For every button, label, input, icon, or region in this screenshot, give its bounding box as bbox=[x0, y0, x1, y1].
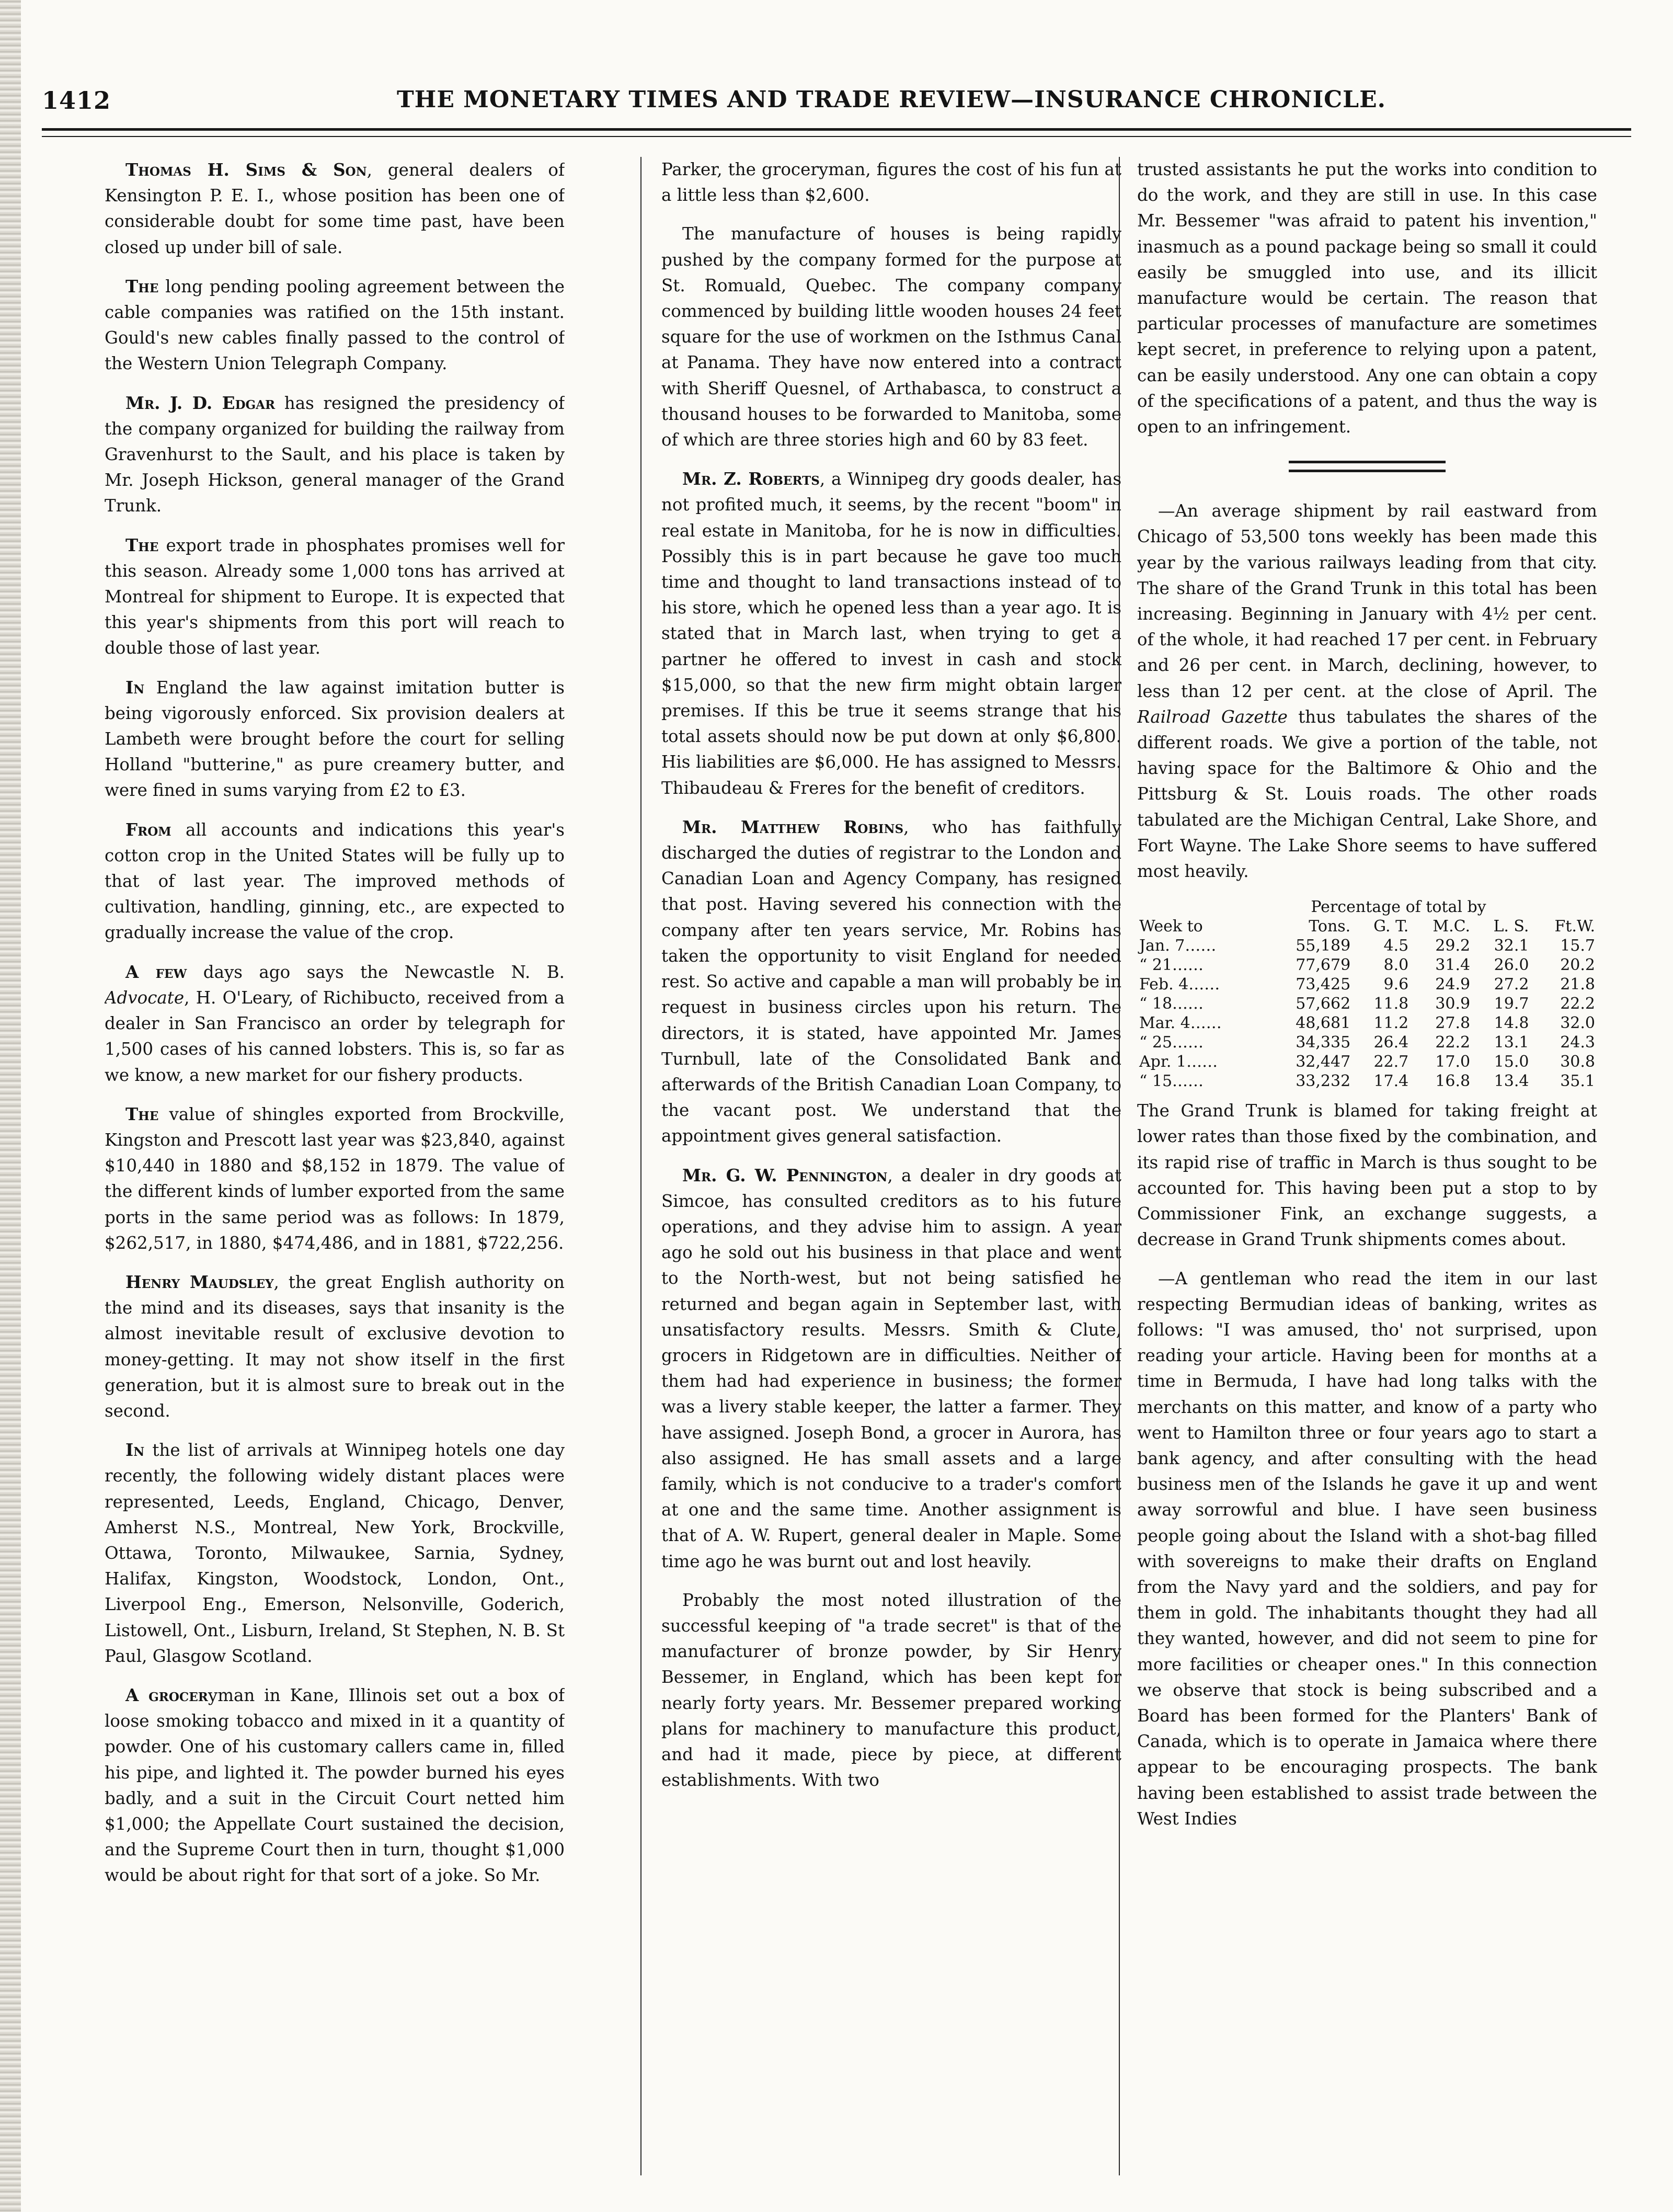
table-cell: 77,679 bbox=[1296, 956, 1351, 975]
table-cell: 21.8 bbox=[1560, 975, 1595, 994]
table-cell: 13.4 bbox=[1494, 1072, 1529, 1091]
table-cell: 14.8 bbox=[1494, 1014, 1529, 1033]
news-item: Henry Maudsley, the great English authority on the mind and its diseases, says that insanity is the almost inevitable result of exclusive devotion to money-getting. It may not show itself in the first generation, but it is almost sure to break out in the second. bbox=[105, 1271, 565, 1421]
table-cell: 19.7 bbox=[1494, 995, 1529, 1013]
table-cell: 22.7 bbox=[1373, 1053, 1409, 1071]
table-body bbox=[1137, 936, 1597, 1091]
news-item: Probably the most noted illustration of the successful keeping of "a trade secret" is that of the manufacturer of bronze powder, by Sir Henry Bessemer, in England, which has been kept for nearly forty years. Mr. Bessemer prepared working plans for machinery to manufacture this product, and had it made, piece by piece, at different establishments. With two bbox=[661, 1590, 1121, 1791]
table-header-cell: Ft.W. bbox=[1554, 917, 1595, 936]
table-row bbox=[1137, 955, 1597, 975]
table-cell: 17.4 bbox=[1373, 1072, 1409, 1091]
news-item: Mr. J. D. Edgar has resigned the presidency of the company organized for building the railway from Gravenhurst to the Sault, and his place is taken by Mr. Joseph Hickson, general manager of the Grand Trunk. bbox=[105, 392, 565, 516]
page-number: 1412 bbox=[42, 86, 111, 115]
table-cell: “ 25…… bbox=[1139, 1033, 1204, 1052]
table-cell: 15.7 bbox=[1560, 937, 1595, 955]
table-cell: 27.2 bbox=[1494, 975, 1529, 994]
table-row bbox=[1137, 994, 1597, 1013]
table-cell: 22.2 bbox=[1560, 995, 1595, 1013]
column-left bbox=[105, 157, 565, 2175]
table-cell: 24.3 bbox=[1560, 1033, 1595, 1052]
news-item: Parker, the groceryman, figures the cost of his fun at a little less than $2,600. bbox=[661, 159, 1121, 206]
table-cell: 9.6 bbox=[1383, 975, 1409, 994]
table-cell: Mar. 4…… bbox=[1139, 1014, 1222, 1033]
table-cell: 16.8 bbox=[1435, 1072, 1471, 1091]
table-cell: 4.5 bbox=[1383, 937, 1409, 955]
news-item: A few days ago says the Newcastle N. B. Advocate, H. O'Leary, of Richibucto, received from a dealer in San Francisco an order by telegraph for 1,500 cases of his canned lobsters. This is, so far as we know, a new market for our fishery products. bbox=[105, 961, 565, 1085]
table-cell: 20.2 bbox=[1560, 956, 1595, 975]
table-cell: 35.1 bbox=[1560, 1072, 1595, 1091]
table-cell: 11.2 bbox=[1373, 1014, 1409, 1033]
page-header bbox=[42, 86, 1631, 133]
table-cell: 30.9 bbox=[1435, 995, 1471, 1013]
table-cell: 13.1 bbox=[1494, 1033, 1529, 1052]
column-divider bbox=[640, 157, 641, 2175]
table-cell: 57,662 bbox=[1296, 995, 1351, 1013]
section-divider bbox=[1289, 461, 1446, 472]
shipment-table bbox=[1137, 917, 1597, 1091]
table-header-cell: M.C. bbox=[1433, 917, 1471, 936]
news-item: From all accounts and indications this year's cotton crop in the United States will be fully up to that of last year. The improved methods of cultivation, handling, ginning, etc., are expected to gradually increase the value of the crop. bbox=[105, 819, 565, 943]
news-item: Mr. Z. Roberts, a Winnipeg dry goods dealer, has not profited much, it seems, by the recent "boom" in real estate in Manitoba, for he is now in difficulties. Possibly this is in part because he gave too much time and thought to land transactions instead of to his store, which he opened less than a year ago. It is stated that in March last, when trying to get a partner he offered to invest in cash and stock $15,000, so that the new firm might obtain larger premises. If this be true it seems strange that his total assets should now be put down at only $6,800. His liabilities are $6,000. He has assigned to Messrs. Thibaudeau & Freres for the benefit of creditors. bbox=[661, 469, 1121, 798]
table-cell: 24.9 bbox=[1435, 975, 1471, 994]
news-item: Mr. G. W. Pennington, a dealer in dry goods at Simcoe, has consulted creditors as to his future operations, and they advise him to assign. A year ago he sold out his business in that place and went to the North-west, but not being satisfied he returned and began again in September last, with unsatisfactory results. Messrs. Smith & Clute, grocers in Ridgetown are in difficulties. Neither of them had had experience in business; the former was a livery stable keeper, the latter a farmer. They have assigned. Joseph Bond, a grocer in Aurora, has also assigned. He has small assets and a large family, which is not conducive to a trader's comfort at one and the same time. Another assignment is that of A. W. Rupert, general dealer in Maple. Some time ago he was burnt out and lost heavily. bbox=[661, 1165, 1121, 1571]
table-cell: 55,189 bbox=[1296, 937, 1351, 955]
table-cell: 8.0 bbox=[1383, 956, 1409, 975]
table-row bbox=[1137, 936, 1597, 955]
table-cell: 31.4 bbox=[1435, 956, 1471, 975]
table-cell: 32,447 bbox=[1296, 1053, 1351, 1071]
masthead-title: THE MONETARY TIMES AND TRADE REVIEW—INSURANCE CHRONICLE. bbox=[397, 86, 1386, 113]
table-header-cell: L. S. bbox=[1493, 917, 1529, 936]
news-item: The manufacture of houses is being rapidly pushed by the company formed for the purpose at St. Romuald, Quebec. The company company commenced by building little wooden houses 24 feet square for the use of workmen on the Isthmus Canal at Panama. They have now entered into a contract with Sheriff Quesnel, of Arthabasca, to construct a thousand houses to be forwarded to Manitoba, some of which are three stories high and 60 by 83 feet. bbox=[661, 224, 1121, 450]
news-item: trusted assistants he put the works into condition to do the work, and they are still in use. In this case Mr. Bessemer "was afraid to patent his invention," inasmuch as a pound package being so small it could easily be smuggled into use, and its illicit manufacture would be certain. The reason that particular processes of manufacture are sometimes kept secret, in preference to relying upon a patent, can be easily understood. Any one can obtain a copy of the specifications of a patent, and thus the way is open to an infringement. bbox=[1137, 159, 1597, 437]
news-item: In the list of arrivals at Winnipeg hotels one day recently, the following widely distant places were represented, Leeds, England, Chicago, Denver, Amherst N.S., Montreal, New York, Brockville, Ottawa, Toronto, Milwaukee, Sarnia, Sydney, Halifax, Kingston, Woodstock, London, Ont., Liverpool Eng., Emerson, Nelsonville, Goderich, Listowell, Ont., Lisburn, Ireland, St Stephen, N. B. St Paul, Glasgow Scotland. bbox=[105, 1440, 565, 1666]
news-item: The long pending pooling agreement between the cable companies was ratified on the 15th instant. Gould's new cables finally passed to the control of the Western Union Telegraph Company. bbox=[105, 276, 565, 374]
table-cell: 17.0 bbox=[1435, 1053, 1471, 1071]
news-item: A groceryman in Kane, Illinois set out a box of loose smoking tobacco and mixed in it a quantity of powder. One of his customary callers came in, filled his pipe, and lighted it. The powder burned his eyes badly, and a suit in the Circuit Court netted him $1,000; the Appellate Court sustained the decision, and the Supreme Court then in turn, thought $1,000 would be about right for that sort of a joke. So Mr. bbox=[105, 1684, 565, 1886]
news-item: The value of shingles exported from Brockville, Kingston and Prescott last year was $23,840, against $10,440 in 1880 and $8,152 in 1879. The value of the different kinds of lumber exported from the same ports in the same period was as follows: In 1879, $262,517, in 1880, $474,486, and in 1881, $722,256. bbox=[105, 1103, 565, 1253]
table-cell: Feb. 4…… bbox=[1139, 975, 1220, 994]
table-caption: Percentage of total by bbox=[1311, 898, 1486, 917]
table-cell: 34,335 bbox=[1296, 1033, 1351, 1052]
table-cell: 48,681 bbox=[1296, 1014, 1351, 1033]
table-header-cell: G. T. bbox=[1373, 917, 1409, 936]
news-item: The Grand Trunk is blamed for taking freight at lower rates than those fixed by the combination, and its rapid rise of traffic in March is thus sought to be accounted for. This having been put a stop to by Commissioner Fink, an exchange suggests, a decrease in Grand Trunk shipments comes about. bbox=[1137, 1101, 1597, 1250]
table-cell: 29.2 bbox=[1435, 937, 1471, 955]
table-cell: 30.8 bbox=[1560, 1053, 1595, 1071]
table-cell: 26.0 bbox=[1494, 956, 1529, 975]
table-cell: “ 15…… bbox=[1139, 1072, 1204, 1091]
table-row bbox=[1137, 1052, 1597, 1071]
table-row bbox=[1137, 1013, 1597, 1033]
table-header-cell: Week to bbox=[1139, 917, 1203, 936]
table-cell: Apr. 1…… bbox=[1139, 1053, 1218, 1071]
header-rule bbox=[42, 128, 1631, 137]
news-item: Mr. Matthew Robins, who has faithfully discharged the duties of registrar to the London and Canadian Loan and Agency Company, has resigned that post. Having severed his connection with the company after ten years service, Mr. Robins has taken the opportunity to visit England for needed rest. So active and capable a man will probably be in request in business circles upon his return. The directors, it is stated, have appointed Mr. James Turnbull, late of the Consolidated Bank and afterwards of the British Canadian Loan Company, to the vacant post. We understand that the appointment gives general satisfaction. bbox=[661, 816, 1121, 1146]
table-cell: Jan. 7…… bbox=[1139, 937, 1217, 955]
news-item: The export trade in phosphates promises well for this season. Already some 1,000 tons has arrived at Montreal for shipment to Europe. It is expected that this year's shipments from this port will reach to double those of last year. bbox=[105, 534, 565, 658]
table-cell: 11.8 bbox=[1373, 995, 1409, 1013]
table-row bbox=[1137, 975, 1597, 994]
table-cell: 73,425 bbox=[1296, 975, 1351, 994]
table-cell: “ 18…… bbox=[1139, 995, 1204, 1013]
table-row bbox=[1137, 1071, 1597, 1091]
table-cell: 32.1 bbox=[1494, 937, 1529, 955]
table-row bbox=[1137, 1033, 1597, 1052]
table-header-cell: Tons. bbox=[1309, 917, 1351, 936]
table-cell: 32.0 bbox=[1560, 1014, 1595, 1033]
news-item: —A gentleman who read the item in our last respecting Bermudian ideas of banking, writes as follows: "I was amused, tho' not surprised, upon reading your article. Having been for months at a time in Bermuda, I have had long talks with the merchants on this matter, and know of a party who went to Hamilton three or four years ago to start a bank agency, and after consulting with the head business men of the Islands he gave it up and went away sorrowful and blue. I have seen business people going about the Island with a shot-bag filled with sovereigns to make their drafts on England from the Navy yard and the soldiers, and pay for them in gold. The inhabitants thought they had all they wanted, however, and did not seem to pine for more facilities or cheaper ones." In this connection we observe that stock is being subscribed and a Board has been formed for the Planters' Bank of Canada, which is to operate in Jamaica where there appear to be encouraging prospects. The bank having been established to assist trade between the West Indies bbox=[1137, 1268, 1597, 1829]
news-item: —An average shipment by rail eastward from Chicago of 53,500 tons weekly has been made this year by the various railways leading from that city. The share of the Grand Trunk in this total has been increasing. Beginning in January with 4½ per cent. of the whole, it had reached 17 per cent. in February and 26 per cent. in March, declining, however, to less than 12 per cent. at the close of April. The Railroad Gazette thus tabulates the shares of the different roads. We give a portion of the table, not having space for the Baltimore & Ohio and the Pittsburg & St. Louis roads. The other roads tabulated are the Michigan Central, Lake Shore, and Fort Wayne. The Lake Shore seems to have suffered most heavily. bbox=[1137, 501, 1597, 882]
table-cell: 26.4 bbox=[1373, 1033, 1409, 1052]
column-middle bbox=[661, 157, 1121, 2175]
table-cell: 27.8 bbox=[1435, 1014, 1471, 1033]
news-item: In England the law against imitation butter is being vigorously enforced. Six provision dealers at Lambeth were brought before the court for selling Holland "butterine," as pure creamery butter, and were fined in sums varying from £2 to £3. bbox=[105, 677, 565, 801]
table-cell: 22.2 bbox=[1435, 1033, 1471, 1052]
scan-margin-edge bbox=[0, 0, 21, 2212]
news-item: Thomas H. Sims & Son, general dealers of Kensington P. E. I., whose position has been one of considerable doubt for some time past, have been closed up under bill of sale. bbox=[105, 159, 565, 257]
table-cell: “ 21…… bbox=[1139, 956, 1204, 975]
table-cell: 15.0 bbox=[1494, 1053, 1529, 1071]
column-right bbox=[1137, 157, 1597, 2175]
table-header-row bbox=[1137, 917, 1597, 936]
table-cell: 33,232 bbox=[1296, 1072, 1351, 1091]
